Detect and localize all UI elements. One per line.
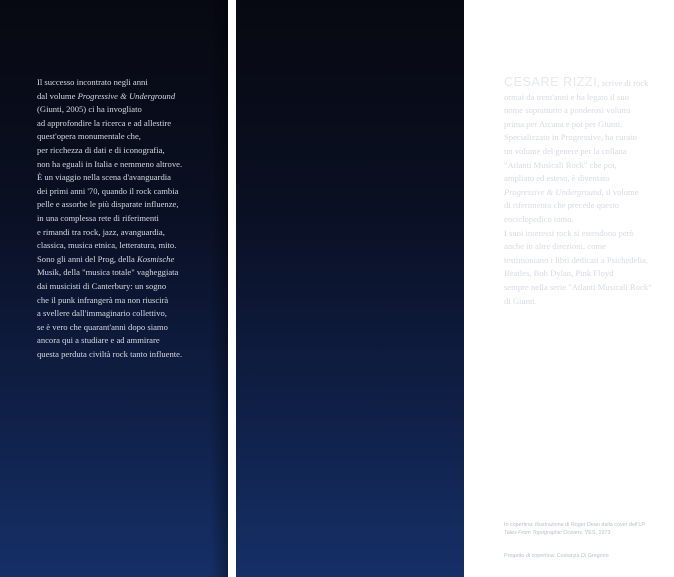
bio-line: un volume del genere per la collana <box>504 145 627 156</box>
bio-line: prima per Arcana e poi per Giunti. <box>504 118 623 129</box>
book-title-italic: Progressive & Underground <box>77 90 176 101</box>
cover-credit <box>504 521 674 537</box>
album-title-italic: Tales From Topographic Oceans <box>504 530 582 536</box>
blurb-line: quest'opera monumentale che, <box>37 131 141 142</box>
bio-line: sempre nella serie "Atlanti Musicali Rock" <box>504 281 652 292</box>
blurb-line: Musik, della "musica totale" vagheggiata <box>37 267 179 278</box>
left-flap-blurb <box>37 76 215 361</box>
bio-line: enciclopedico tomo. <box>504 213 574 224</box>
spine-gap <box>228 0 236 577</box>
cover-credit-line: In copertina: illustrazione di Roger Dean dalla cover dell'LP <box>504 522 645 528</box>
blurb-line: dai musicisti di Canterbury: un sogno <box>37 280 167 291</box>
bio-line: anche in altre direzioni, come <box>504 241 606 252</box>
blurb-line: classica, musica etnica, letteratura, mito. <box>37 240 177 251</box>
bio-line: Beatles, Bob Dylan, Pink Floyd <box>504 268 614 279</box>
bio-line: Specializzato in Progressive, ha curato <box>504 132 637 143</box>
blurb-line: in una complessa rete di riferimenti <box>37 212 159 223</box>
blurb-line: che il punk infrangerà ma non riuscirà <box>37 294 169 305</box>
bio-line: ampliato ed esteso, è diventato <box>504 173 610 184</box>
blurb-line: dal volume Progressive & Underground <box>37 90 176 101</box>
blurb-line: Sono gli anni del Prog, della Kosmische <box>37 253 175 264</box>
blurb-line: per ricchezza di dati e di iconografia, <box>37 144 165 155</box>
bio-line: testimoniano i libri dedicati a Psichedelia, <box>504 254 649 265</box>
blurb-line: (Giunti, 2005) ci ha invogliato <box>37 104 142 115</box>
blurb-line: se è vero che quarant'anni dopo siamo <box>37 321 168 332</box>
bio-line: ormai da trent'anni e ha legato il suo <box>504 91 629 102</box>
book-title-italic: Progressive & Underground <box>504 186 602 197</box>
design-credit: Progetto di copertina: Costanza Di Gregorio <box>504 553 609 559</box>
blurb-line: dei primi anni '70, quando il rock cambia <box>37 185 179 196</box>
bio-line: Progressive & Underground, il volume <box>504 186 639 197</box>
cover-credit-line: Tales From Topographic Oceans, YES, 1973 <box>504 530 611 536</box>
blurb-line: non ha eguali in Italia e nemmeno altrove. <box>37 158 183 169</box>
author-name: CESARE RIZZI <box>504 75 598 89</box>
bio-line: nome soprattutto a ponderosi volumi <box>504 105 631 116</box>
right-flap <box>236 0 652 577</box>
blurb-line: ancora qui a studiare e ad ammirare <box>37 335 160 346</box>
left-flap <box>0 0 228 577</box>
blurb-line: pelle e assorbe le più disparate influenze, <box>37 199 179 210</box>
blurb-line: Il successo incontrato negli anni <box>37 77 148 87</box>
author-bio <box>504 76 674 308</box>
blurb-line: ad approfondire la ricerca e ad allestire <box>37 117 172 128</box>
bio-line: di Giunti. <box>504 295 537 306</box>
bio-line: "Atlanti Musicali Rock" che poi, <box>504 159 617 170</box>
bio-line: CESARE RIZZI, scrive di rock <box>504 75 649 89</box>
kosmische-italic: Kosmische <box>137 253 175 264</box>
bio-line: I suoi interessi rock si estendono però <box>504 227 634 238</box>
blurb-line: a svellere dall'immaginario collettivo, <box>37 308 167 319</box>
blurb-line: e rimandi tra rock, jazz, avanguardia, <box>37 226 165 237</box>
blurb-line: È un viaggio nella scena d'avanguardia <box>37 172 171 183</box>
bio-line: di riferimento che precede questo <box>504 200 620 211</box>
blurb-line: questa perduta civiltà rock tanto influente. <box>37 348 183 359</box>
